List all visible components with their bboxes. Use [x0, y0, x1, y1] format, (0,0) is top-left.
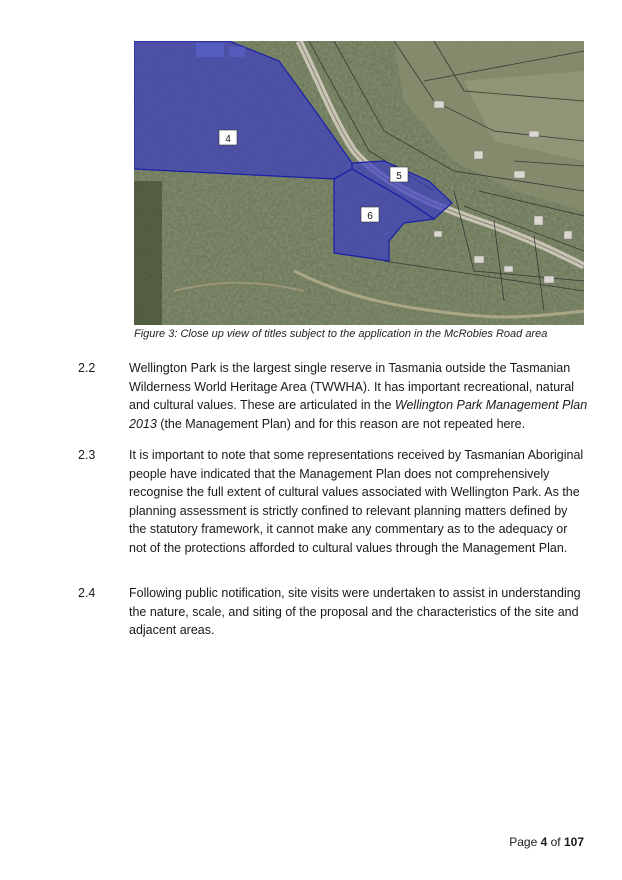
figure-caption: Figure 3: Close up view of titles subject to the application in the McRobies Road area — [134, 328, 548, 340]
paragraph-text: It is important to note that some representations received by Tasmanian Aboriginal people have indicated that the Management Plan does not comprehensively recognise the full extent of cultural values associated with Wellington Park. As the planning assessment is strictly confined to relevant planning matters defined by the statutory framework, it cannot make any commentary as to the adequacy or not of the protections afforded to cultural values through the Management Plan. — [129, 448, 584, 555]
title-label-5 — [390, 167, 408, 182]
title-label-6 — [361, 207, 379, 222]
total-pages: 107 — [563, 835, 584, 849]
paragraph-text: Following public notification, site visits were undertaken to assist in understanding the nature, scale, and siting of the proposal and the characteristics of the site and adjacent areas. — [129, 586, 581, 637]
paragraph-number: 2.4 — [78, 586, 96, 600]
paragraph-number: 2.3 — [78, 448, 96, 462]
aerial-map-figure — [134, 41, 584, 325]
svg-text:5: 5 — [396, 171, 402, 182]
footer-prefix: Page — [509, 835, 541, 849]
paragraph-text-part: (the Management Plan) and for this reason are not repeated here. — [156, 416, 526, 431]
paragraph-2-3 — [78, 446, 588, 557]
svg-text:6: 6 — [367, 211, 373, 222]
title-label-4 — [219, 130, 237, 145]
paragraph-2-4 — [78, 584, 588, 640]
footer-of: of — [547, 835, 564, 849]
paragraph-number: 2.2 — [78, 361, 96, 375]
svg-text:4: 4 — [225, 134, 231, 145]
paragraph-text-part: Wellington Park is the largest single reserve in Tasmania outside the Tasmanian Wilderness World Heritage Area (TWWHA). It has important recreational, natural and cultural values. These are articulated in the — [129, 361, 575, 412]
management-plan-title: Wellington Park Management Plan 2013 — [129, 398, 588, 431]
page-number-footer — [509, 835, 584, 849]
aerial-map-image — [134, 41, 584, 325]
paragraph-text — [129, 359, 588, 433]
current-page: 4 — [540, 835, 548, 849]
paragraph-2-2 — [78, 359, 588, 433]
